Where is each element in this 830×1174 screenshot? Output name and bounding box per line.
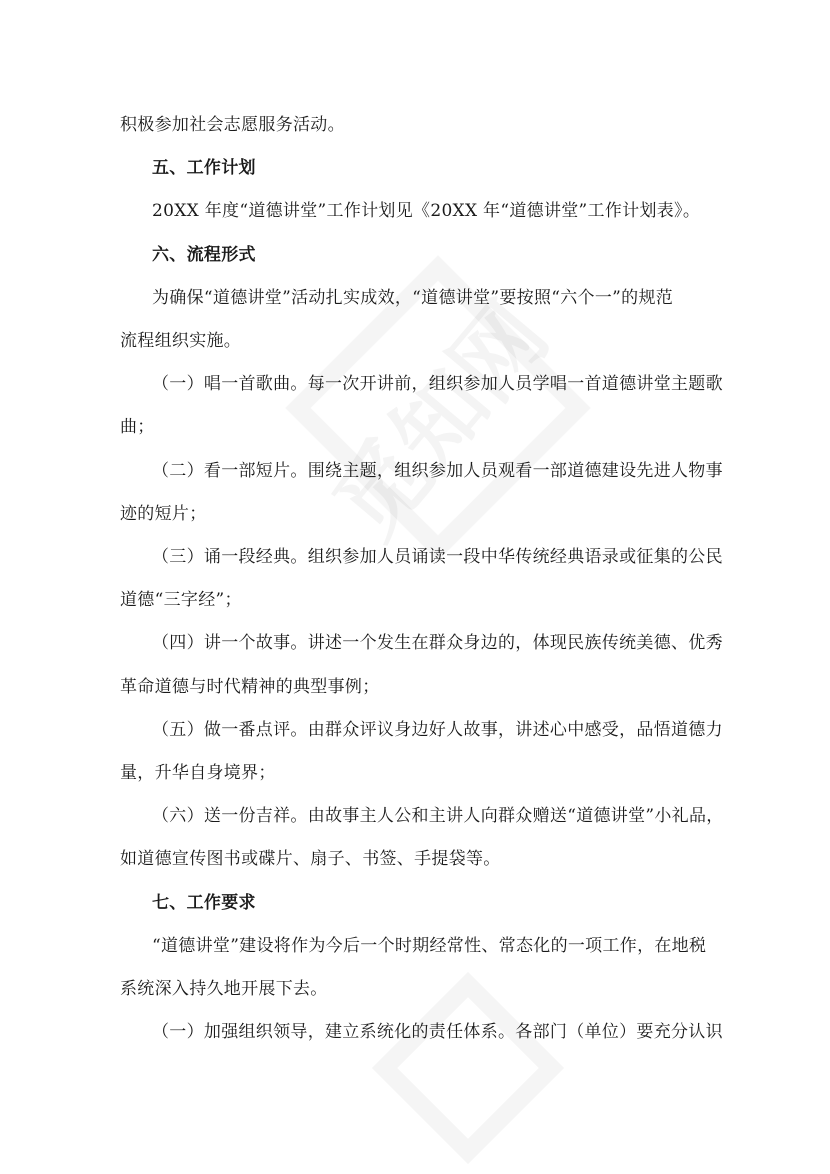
text-line: （二）看一部短片。围绕主题，组织参加人员观看一部道德建设先进人物事 [152, 460, 723, 481]
text-line: 迹的短片； [120, 503, 207, 524]
section-heading: 六、流程形式 [152, 244, 256, 265]
text-line: （一）加强组织领导，建立系统化的责任体系。各部门（单位）要充分认识 [152, 1022, 723, 1043]
text-line: （六）送一份吉祥。由故事主人公和主讲人向群众赠送“道德讲堂”小礼品， [152, 806, 724, 827]
section-heading: 七、工作要求 [152, 892, 256, 913]
text-line: （五）做一番点评。由群众评议身边好人故事，讲述心中感受，品悟道德力 [152, 719, 723, 740]
section-heading: 五、工作计划 [152, 158, 256, 179]
text-line: 革命道德与时代精神的典型事例； [120, 676, 380, 697]
text-line: 曲； [120, 417, 155, 438]
text-line: 系统深入持久地开展下去。 [120, 979, 328, 999]
text-line: 如道德宣传图书或碟片、扇子、书签、手提袋等。 [120, 849, 501, 870]
text-line: 流程组织实施。 [120, 331, 242, 351]
text-line: （三）诵一段经典。组织参加人员诵读一段中华传统经典语录或征集的公民 [152, 547, 723, 567]
watermark-frame-bottom [372, 972, 564, 1164]
text-line: “道德讲堂”建设将作为今后一个时期经常性、常态化的一项工作，在地税 [152, 935, 707, 956]
text-line: 量，升华自身境界； [120, 763, 276, 783]
text-line: （四）讲一个故事。讲述一个发生在群众身边的，体现民族传统美德、优秀 [152, 633, 723, 654]
text-line: （一）唱一首歌曲。每一次开讲前，组织参加人员学唱一首道德讲堂主题歌 [152, 374, 723, 395]
text-line: 积极参加社会志愿服务活动。 [120, 115, 345, 135]
text-line: 为确保“道德讲堂”活动扎实成效，“道德讲堂”要按照“六个一”的规范 [152, 287, 674, 308]
text-line: 20XX 年度“道德讲堂”工作计划见《20XX 年“道德讲堂”工作计划表》。 [152, 201, 701, 222]
text-line: 道德“三字经”； [120, 590, 242, 611]
